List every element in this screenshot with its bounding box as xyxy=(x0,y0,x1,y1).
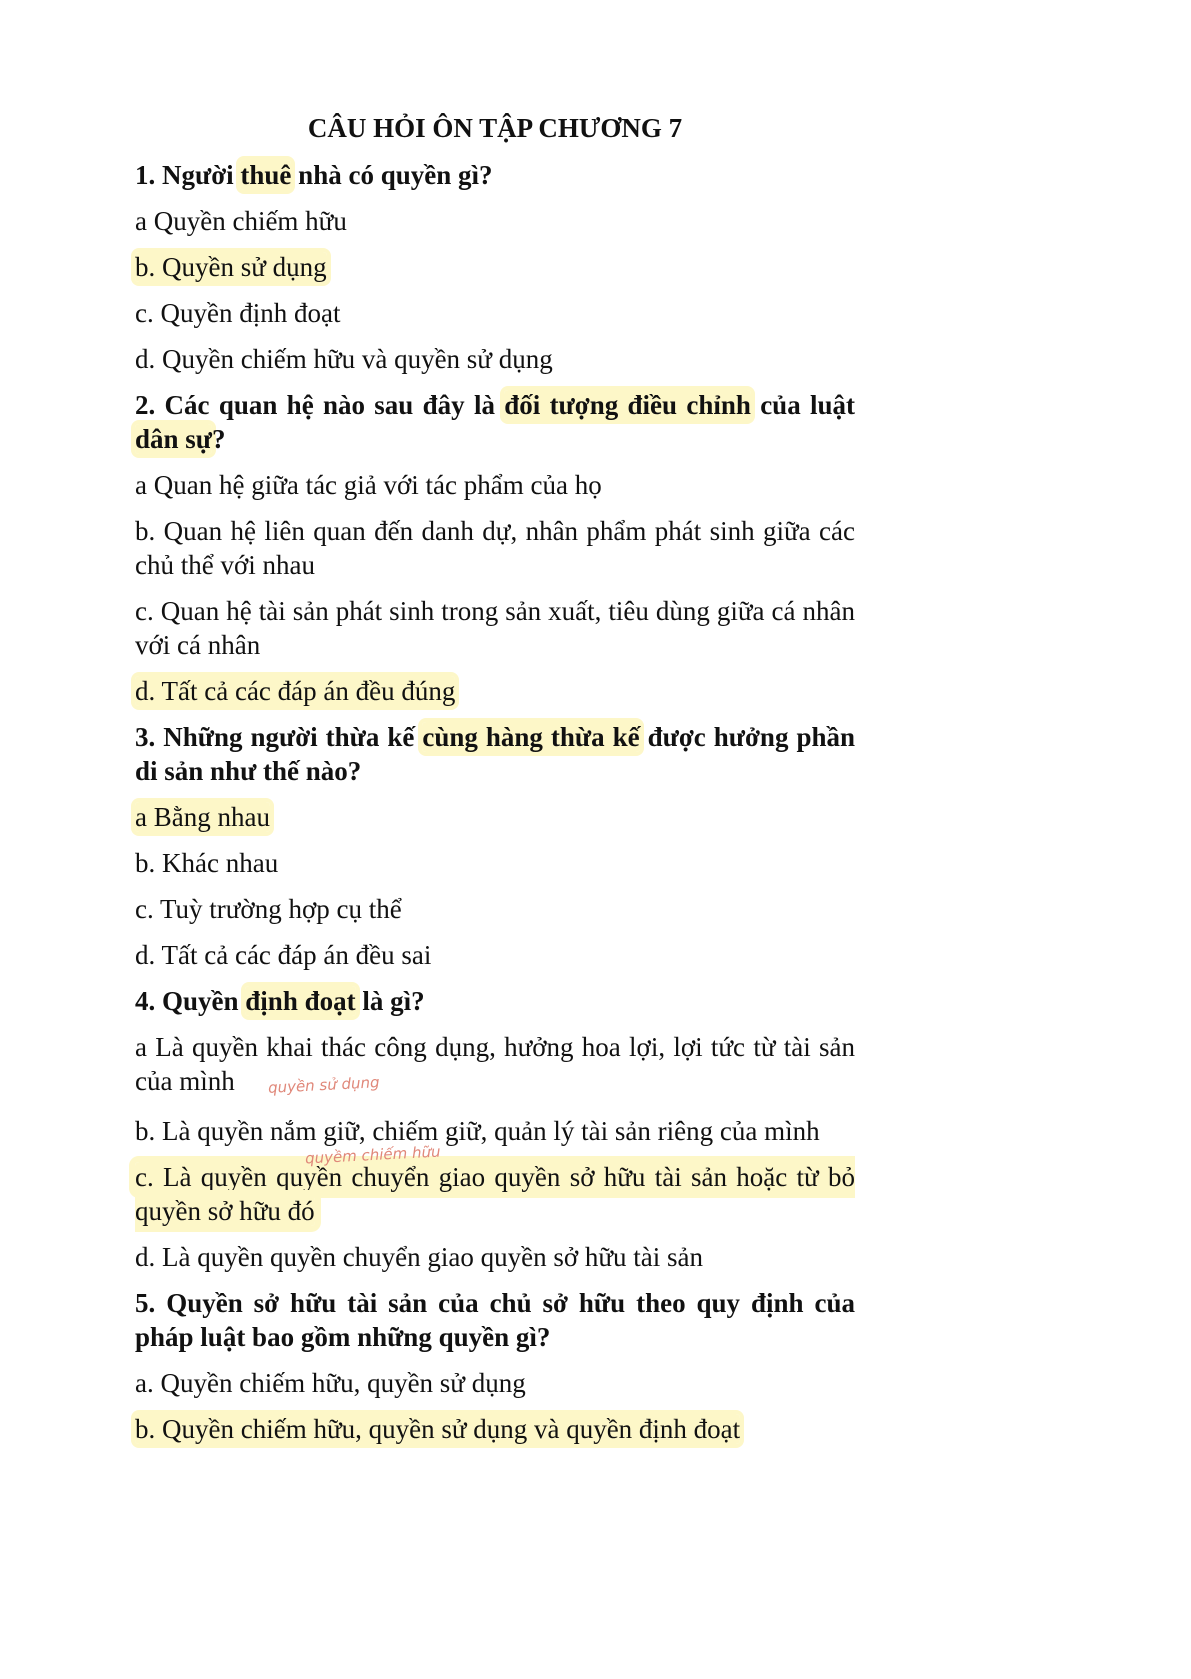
q3-option-c: c. Tuỳ trường hợp cụ thể xyxy=(135,894,402,924)
q1-option-d: d. Quyền chiếm hữu và quyền sử dụng xyxy=(135,344,553,374)
question-1: 1. Người thuê nhà có quyền gì? xyxy=(135,160,493,190)
question-4: 4. Quyền định đoạt là gì? xyxy=(135,986,425,1016)
highlight: đối tượng điều chỉnh xyxy=(504,390,751,420)
highlight: thuê xyxy=(240,160,292,190)
highlighted-answer: d. Tất cả các đáp án đều đúng xyxy=(135,676,456,706)
highlight: định đoạt xyxy=(245,986,356,1016)
question-5: 5. Quyền sở hữu tài sản của chủ sở hữu theo quy định của pháp luật bao gồm những quyền gì? xyxy=(135,1288,855,1352)
q4-option-a: a Là quyền khai thác công dụng, hưởng hoa lợi, lợi tức từ tài sản của mình quyền sử dụng xyxy=(135,1030,855,1102)
handwritten-note: quyền sử dụng xyxy=(268,1073,381,1097)
q5-option-a: a. Quyền chiếm hữu, quyền sử dụng xyxy=(135,1368,526,1398)
q4-option-b: b. Là quyền nắm giữ, chiếm giữ, quản lý tài sản riêng của mình quyềm chiếm hữu xyxy=(135,1114,855,1148)
q4-option-d: d. Là quyền quyền chuyển giao quyền sở hữu tài sản xyxy=(135,1242,704,1272)
q3-option-a xyxy=(135,800,855,834)
q1-option-c: c. Quyền định đoạt xyxy=(135,298,341,328)
highlighted-answer: a Bằng nhau xyxy=(135,802,270,832)
q1-option-a: a Quyền chiếm hữu xyxy=(135,206,347,236)
highlight: dân sự xyxy=(135,424,212,454)
q1-option-b xyxy=(135,250,855,284)
q5-option-b xyxy=(135,1412,855,1446)
question-2: 2. Các quan hệ nào sau đây là đối tượng điều chỉnh của luật dân sự? xyxy=(135,390,856,454)
page-title: CÂU HỎI ÔN TẬP CHƯƠNG 7 xyxy=(307,113,683,143)
q4-option-c xyxy=(135,1160,855,1228)
q3-option-d: d. Tất cả các đáp án đều sai xyxy=(135,940,432,970)
q2-option-b: b. Quan hệ liên quan đến danh dự, nhân phẩm phát sinh giữa các chủ thể với nhau xyxy=(135,516,855,580)
question-3: 3. Những người thừa kế cùng hàng thừa kế được hưởng phần di sản như thế nào? xyxy=(135,722,855,786)
q2-option-a: a Quan hệ giữa tác giả với tác phẩm của họ xyxy=(135,470,602,500)
highlighted-answer: c. Là quyền quyền chuyển giao quyền sở hữu tài sản hoặc từ bỏ quyền sở hữu đó xyxy=(135,1162,855,1226)
q2-option-c: c. Quan hệ tài sản phát sinh trong sản xuất, tiêu dùng giữa cá nhân với cá nhân xyxy=(135,596,855,660)
handwritten-note: quyềm chiếm hữu xyxy=(304,1142,441,1168)
highlight: cùng hàng thừa kế xyxy=(422,722,640,752)
highlighted-answer: b. Quyền chiếm hữu, quyền sử dụng và quyền định đoạt xyxy=(135,1414,741,1444)
highlighted-answer: b. Quyền sử dụng xyxy=(135,252,327,282)
document-content xyxy=(135,110,855,1458)
q2-option-d xyxy=(135,674,855,708)
q3-option-b: b. Khác nhau xyxy=(135,848,279,878)
